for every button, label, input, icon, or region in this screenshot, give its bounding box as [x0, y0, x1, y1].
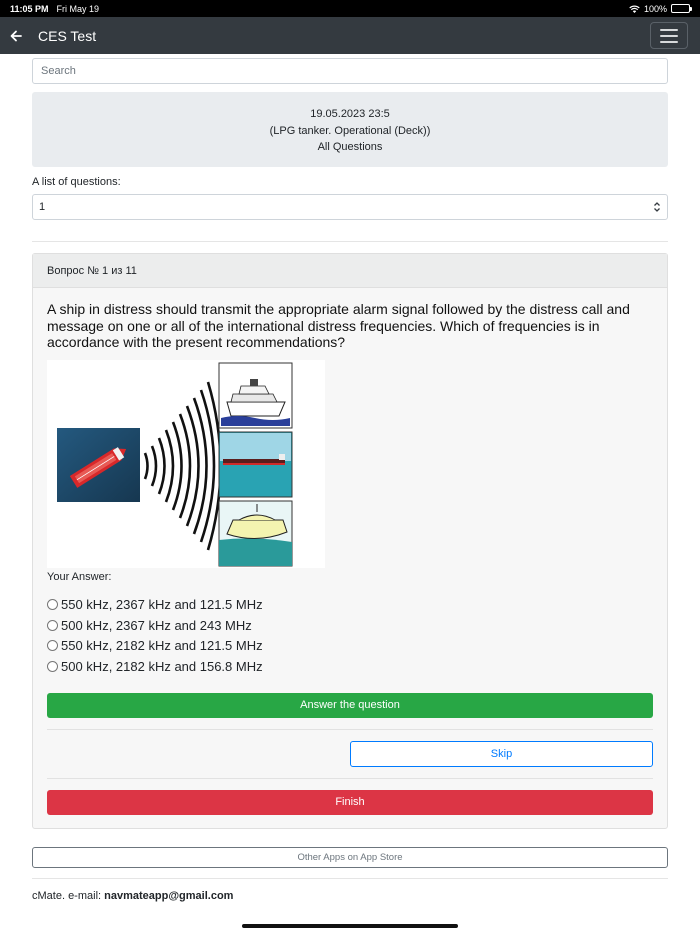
navbar: [0, 17, 700, 54]
answer-button[interactable]: Answer the question: [47, 693, 653, 718]
search-input[interactable]: [32, 58, 668, 84]
answer-option[interactable]: [47, 636, 653, 657]
status-date: Fri May 19: [56, 3, 100, 14]
status-time: 11:05 PM: [10, 3, 49, 14]
contact-email[interactable]: navmateapp@gmail.com: [104, 889, 234, 902]
battery-icon: [671, 4, 690, 13]
question-counter: Вопрос № 1 из 11: [33, 254, 667, 288]
answer-option-label: 550 kHz, 2367 kHz and 121.5 MHz: [61, 597, 263, 613]
answer-option[interactable]: [47, 615, 653, 636]
arrow-left-icon: [10, 30, 22, 42]
answer-option-label: 500 kHz, 2182 kHz and 156.8 MHz: [61, 658, 263, 674]
answer-option-label: 550 kHz, 2182 kHz and 121.5 MHz: [61, 638, 263, 654]
wifi-icon: [629, 5, 640, 13]
question-card: [32, 253, 668, 829]
radio-button[interactable]: [47, 599, 58, 610]
test-date: 19.05.2023 23:5: [310, 108, 390, 120]
footer: [32, 890, 668, 902]
divider: [32, 241, 668, 242]
question-select[interactable]: [32, 194, 668, 220]
your-answer-label: Your Answer:: [47, 570, 112, 583]
question-text: A ship in distress should transmit the appropriate alarm signal followed by the distress call and message on one or all of the international distress frequencies. Which of frequencies is in accordance with the present recommendations?: [47, 301, 630, 350]
test-category: (LPG tanker. Operational (Deck)): [269, 124, 431, 137]
answer-option[interactable]: [47, 595, 653, 616]
question-select-value: 1: [39, 201, 46, 213]
divider: [32, 878, 668, 879]
question-list-label: A list of questions:: [32, 176, 121, 188]
back-button[interactable]: [0, 17, 32, 54]
menu-toggle-button[interactable]: [650, 22, 688, 49]
skip-button[interactable]: Skip: [350, 741, 653, 767]
radio-button[interactable]: [47, 620, 58, 631]
answer-option-label: 500 kHz, 2367 kHz and 243 MHz: [61, 617, 252, 633]
divider: [47, 778, 653, 779]
answer-options: [47, 595, 653, 677]
radio-button[interactable]: [47, 640, 58, 651]
other-apps-button[interactable]: Other Apps on App Store: [32, 847, 668, 868]
radio-button[interactable]: [47, 661, 58, 672]
battery-percent: 100%: [643, 3, 667, 14]
home-indicator: [242, 924, 458, 928]
select-chevrons-icon: [653, 200, 661, 214]
test-scope: All Questions: [317, 141, 383, 153]
divider: [47, 729, 653, 730]
answer-option[interactable]: [47, 656, 653, 677]
main-content: [32, 58, 668, 902]
hamburger-menu-icon: [660, 29, 678, 31]
question-illustration: [47, 360, 325, 568]
finish-button[interactable]: Finish: [47, 790, 653, 815]
footer-prefix: cMate. e-mail:: [32, 889, 105, 902]
page-title: CES Test: [38, 27, 97, 44]
test-info-panel: [32, 92, 668, 167]
status-bar: [0, 0, 700, 17]
